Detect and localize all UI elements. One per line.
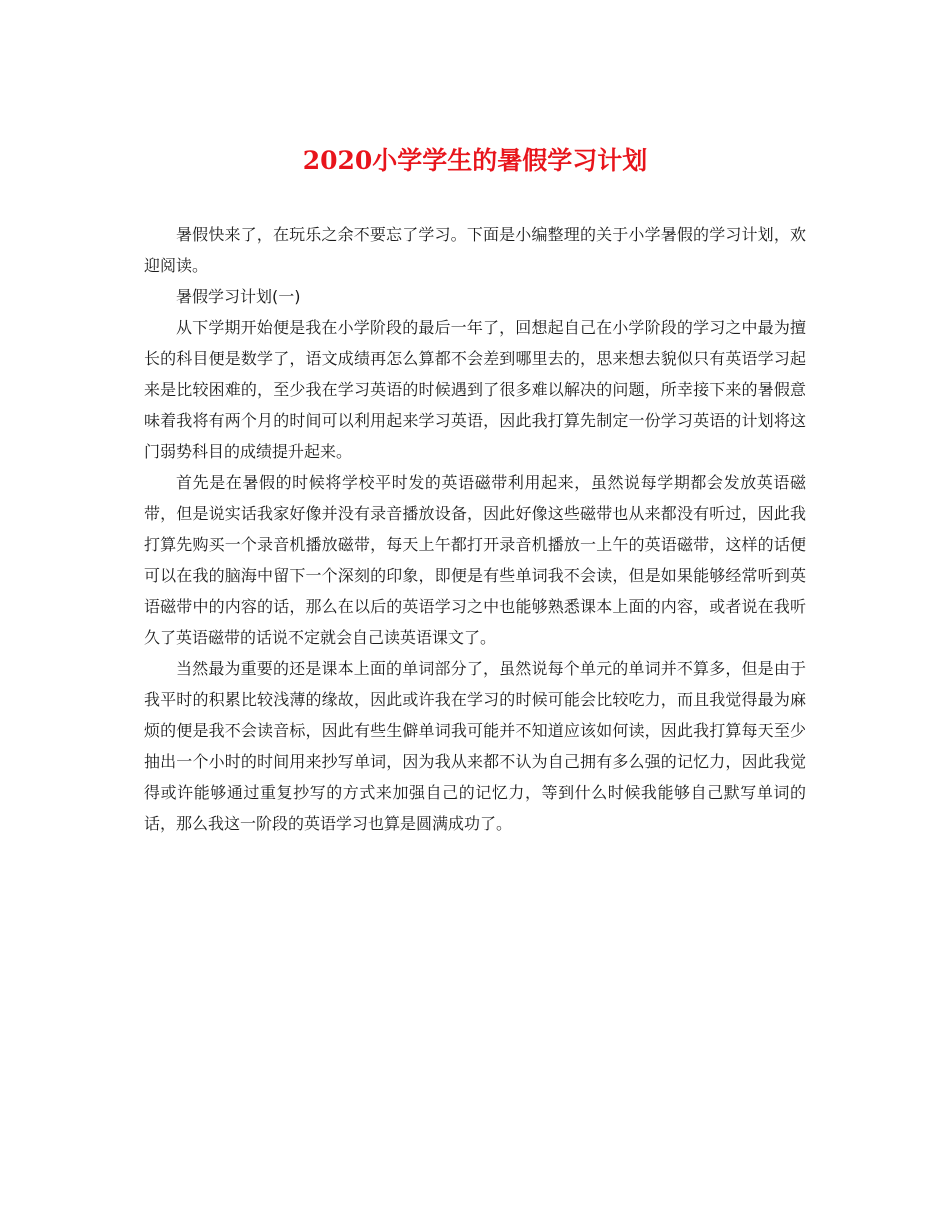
body-paragraph: 当然最为重要的还是课本上面的单词部分了，虽然说每个单元的单词并不算多，但是由于我平时的积累比较浅薄的缘故，因此或许我在学习的时候可能会比较吃力，而且我觉得最为麻烦的便是我不会读音标，因此有些生僻单词我可能并不知道应该如何读，因此我打算每天至少抽出一个小时的时间用来抄写单词，因为我从来都不认为自己拥有多么强的记忆力，因此我觉得或许能够通过重复抄写的方式来加强自己的记忆力，等到什么时候我能够自己默写单词的话，那么我这一阶段的英语学习也算是圆满成功了。 — [144, 659, 806, 833]
body-paragraph: 从下学期开始便是我在小学阶段的最后一年了，回想起自己在小学阶段的学习之中最为擅长的科目便是数学了，语文成绩再怎么算都不会差到哪里去的，思来想去貌似只有英语学习起来是比较困难的，至少我在学习英语的时候遇到了很多难以解决的问题，所幸接下来的暑假意味着我将有两个月的时间可以利用起来学习英语，因此我打算先制定一份学习英语的计划将这门弱势科目的成绩提升起来。 — [144, 318, 806, 461]
body-paragraph: 首先是在暑假的时候将学校平时发的英语磁带利用起来，虽然说每学期都会发放英语磁带，但是说实话我家好像并没有录音播放设备，因此好像这些磁带也从来都没有听过，因此我打算先购买一个录音机播放磁带，每天上午都打开录音机播放一上午的英语磁带，这样的话便可以在我的脑海中留下一个深刻的印象，即便是有些单词我不会读，但是如果能够经常听到英语磁带中的内容的话，那么在以后的英语学习之中也能够熟悉课本上面的内容，或者说在我听久了英语磁带的话说不定就会自己读英语课文了。 — [144, 473, 806, 647]
page-title: 2020小学学生的暑假学习计划 — [302, 146, 648, 175]
section-heading: 暑假学习计划(一) — [176, 287, 301, 306]
document-body — [144, 219, 806, 839]
intro-paragraph: 暑假快来了，在玩乐之余不要忘了学习。下面是小编整理的关于小学暑假的学习计划，欢迎阅读。 — [144, 225, 806, 275]
